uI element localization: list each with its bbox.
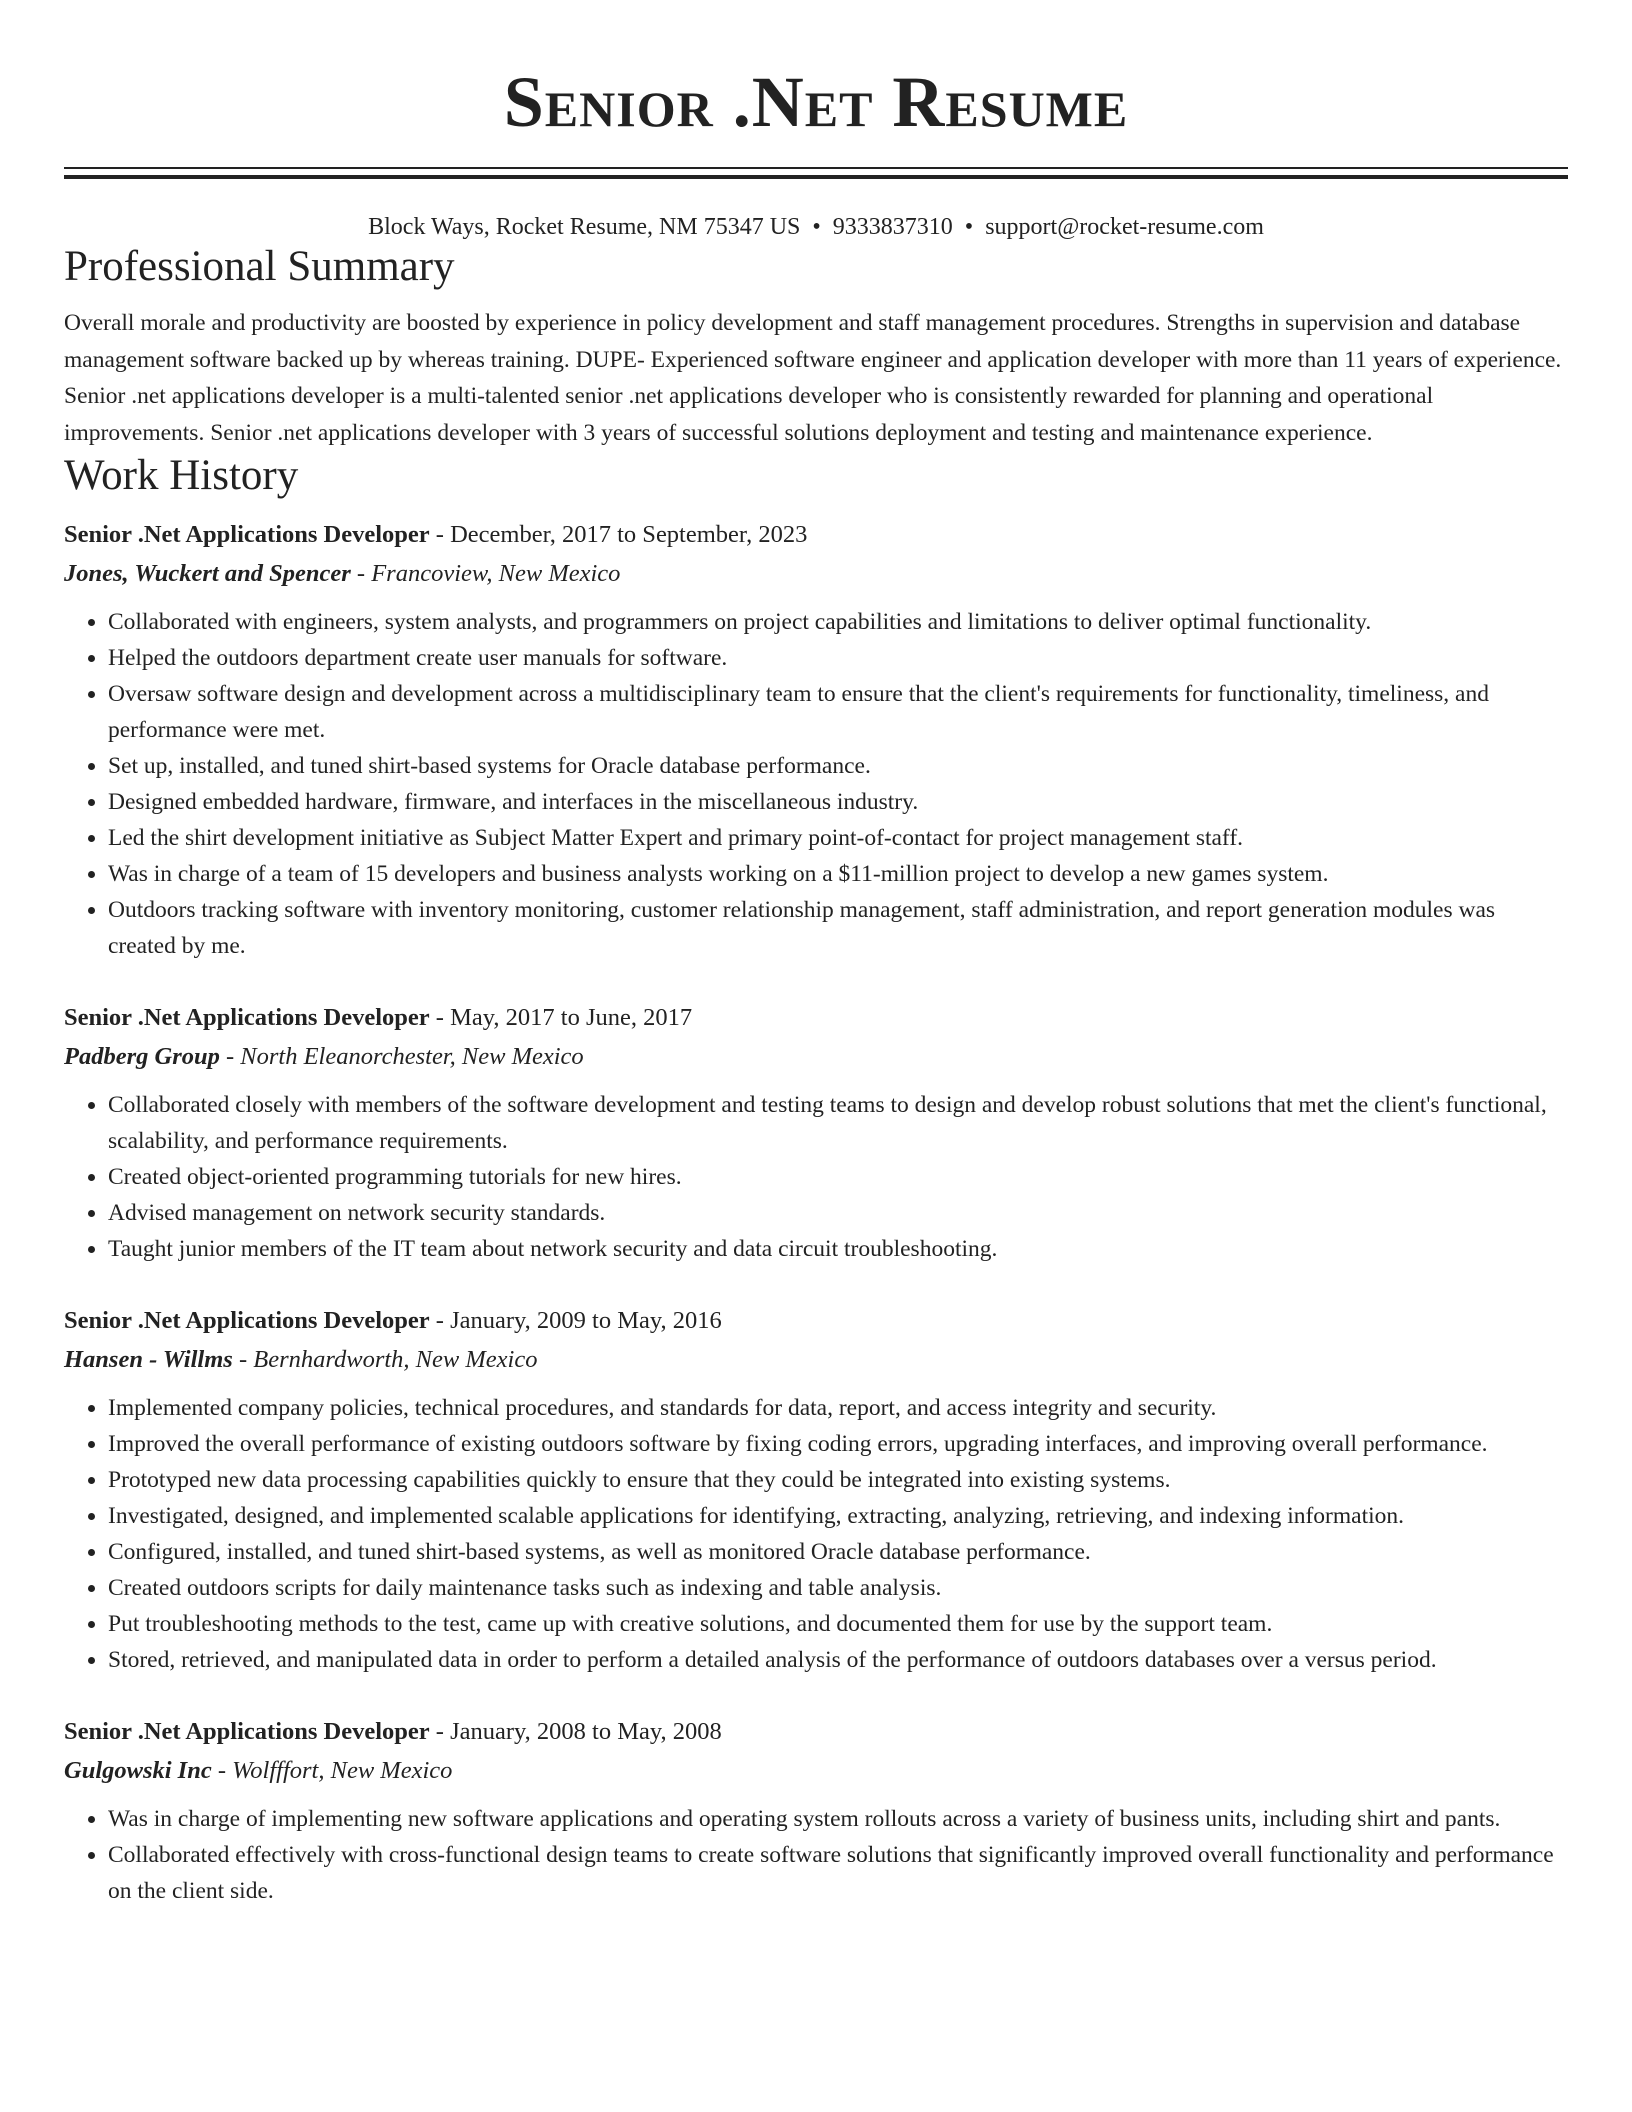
company-name: Hansen - Willms xyxy=(64,1346,233,1373)
job-company-line xyxy=(64,1751,1568,1790)
job-company-line xyxy=(64,1037,1568,1076)
job-bullet-list xyxy=(64,604,1568,964)
job-dates: - May, 2017 to June, 2017 xyxy=(429,1004,693,1031)
list-item: • Oversaw software design and development across a multidisciplinary team to ensure that the client's requirements for functionality, timeliness, and performance were met. xyxy=(108,676,1568,748)
list-item: • Implemented company policies, technical procedures, and standards for data, report, and access integrity and security. xyxy=(108,1390,1568,1426)
job-title: Senior .Net Applications Developer xyxy=(64,1718,430,1745)
list-item: • Configured, installed, and tuned shirt-based systems, as well as monitored Oracle database performance. xyxy=(108,1534,1568,1570)
list-item: • Helped the outdoors department create user manuals for software. xyxy=(108,640,1568,676)
job-entry xyxy=(64,1712,1568,1909)
list-item: • Stored, retrieved, and manipulated data in order to perform a detailed analysis of the performance of outdoors databases over a versus period. xyxy=(108,1642,1568,1678)
list-item: • Outdoors tracking software with inventory monitoring, customer relationship management, staff administration, and report generation modules was created by me. xyxy=(108,892,1568,964)
list-item: • Created outdoors scripts for daily maintenance tasks such as indexing and table analysis. xyxy=(108,1570,1568,1606)
company-location: - North Eleanorchester, New Mexico xyxy=(219,1043,584,1070)
company-location: - Francoview, New Mexico xyxy=(350,560,621,587)
contact-separator: • xyxy=(812,214,821,240)
job-title: Senior .Net Applications Developer xyxy=(64,1004,430,1031)
resume-title: Senior .Net Resume xyxy=(503,62,1129,142)
list-item: • Was in charge of a team of 15 developers and business analysts working on a $11-million project to develop a new games system. xyxy=(108,856,1568,892)
job-company-line xyxy=(64,1340,1568,1379)
job-dates: - December, 2017 to September, 2023 xyxy=(429,521,808,548)
list-item: • Was in charge of implementing new software applications and operating system rollouts across a variety of business units, including shirt and pants. xyxy=(108,1801,1568,1837)
company-location: - Wolfffort, New Mexico xyxy=(211,1757,453,1784)
contact-separator: • xyxy=(964,214,974,240)
job-dates: - January, 2009 to May, 2016 xyxy=(429,1307,722,1334)
job-company-line xyxy=(64,554,1568,593)
job-bullet-list xyxy=(64,1801,1568,1909)
list-item: • Collaborated effectively with cross-functional design teams to create software solutions that significantly improved overall functionality and performance on the client side. xyxy=(108,1837,1568,1909)
job-entry xyxy=(64,1301,1568,1678)
contact-phone: 9333837310 xyxy=(832,214,953,240)
list-item: • Collaborated with engineers, system analysts, and programmers on project capabilities and limitations to deliver optimal functionality. xyxy=(108,604,1568,640)
list-item: • Created object-oriented programming tutorials for new hires. xyxy=(108,1159,1568,1195)
list-item: • Taught junior members of the IT team about network security and data circuit troubleshooting. xyxy=(108,1231,1568,1267)
title-divider-thin xyxy=(64,167,1568,169)
job-dates: - January, 2008 to May, 2008 xyxy=(429,1718,722,1745)
list-item: • Investigated, designed, and implemented scalable applications for identifying, extracting, analyzing, retrieving, and indexing information. xyxy=(108,1498,1568,1534)
work-history-heading: Work History xyxy=(64,452,299,499)
contact-address: Block Ways, Rocket Resume, NM 75347 US xyxy=(368,214,801,240)
summary-heading: Professional Summary xyxy=(64,243,455,290)
list-item: • Prototyped new data processing capabilities quickly to ensure that they could be integrated into existing systems. xyxy=(108,1462,1568,1498)
job-title: Senior .Net Applications Developer xyxy=(64,1307,430,1334)
job-title-line xyxy=(64,1712,1568,1751)
list-item: • Designed embedded hardware, firmware, and interfaces in the miscellaneous industry. xyxy=(108,784,1568,820)
company-name: Gulgowski Inc xyxy=(64,1757,212,1784)
list-item: • Set up, installed, and tuned shirt-based systems for Oracle database performance. xyxy=(108,748,1568,784)
list-item: • Led the shirt development initiative as Subject Matter Expert and primary point-of-contact for project management staff. xyxy=(108,820,1568,856)
job-title-line xyxy=(64,515,1568,554)
job-bullet-list xyxy=(64,1390,1568,1678)
job-bullet-list xyxy=(64,1087,1568,1267)
company-name: Padberg Group xyxy=(64,1043,220,1070)
list-item: • Improved the overall performance of existing outdoors software by fixing coding errors, upgrading interfaces, and improving overall performance. xyxy=(108,1426,1568,1462)
job-entry xyxy=(64,515,1568,964)
company-name: Jones, Wuckert and Spencer xyxy=(64,560,351,587)
company-location: - Bernhardworth, New Mexico xyxy=(232,1346,538,1373)
contact-line xyxy=(64,212,1568,242)
contact-email: support@rocket-resume.com xyxy=(985,214,1264,240)
title-divider-thick xyxy=(64,175,1568,179)
list-item: • Collaborated closely with members of the software development and testing teams to design and develop robust solutions that met the client's functional, scalability, and performance requirements. xyxy=(108,1087,1568,1159)
list-item: • Put troubleshooting methods to the test, came up with creative solutions, and documented them for use by the support team. xyxy=(108,1606,1568,1642)
job-title: Senior .Net Applications Developer xyxy=(64,521,430,548)
job-title-line xyxy=(64,998,1568,1037)
summary-text: Overall morale and productivity are boosted by experience in policy development and staff management procedures. Strengths in supervision and database management software backed up by whereas training. DUPE- Experienced software engineer and application developer with more than 11 years of experience. Senior .net applications developer is a multi-talented senior .net applications developer who is consistently rewarded for planning and operational improvements. Senior .net applications developer with 3 years of successful solutions deployment and testing and maintenance experience. xyxy=(64,310,1562,446)
list-item: • Advised management on network security standards. xyxy=(108,1195,1568,1231)
job-entry xyxy=(64,998,1568,1267)
job-title-line xyxy=(64,1301,1568,1340)
